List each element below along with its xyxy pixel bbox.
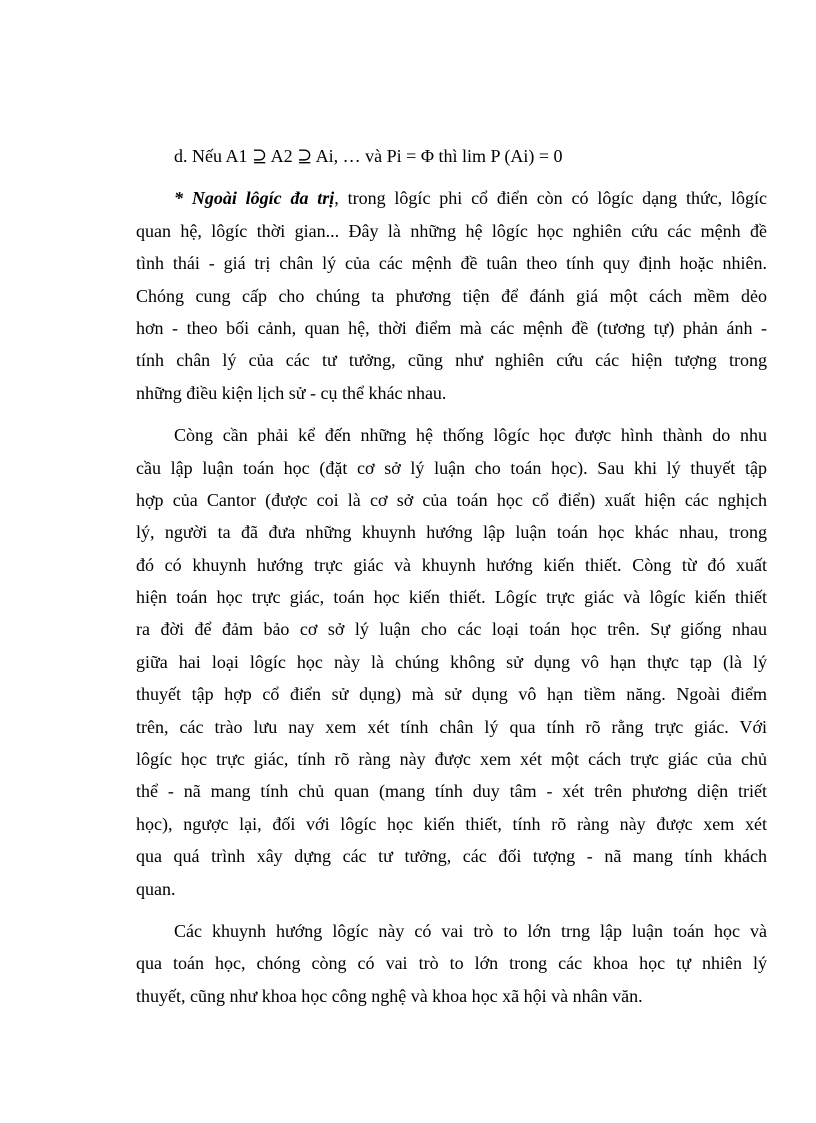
text-line: thể - nã mang tính chủ quan (mang tính duy tâm - xét trên phương diện triết xyxy=(136,781,767,802)
text-line: qua toán học, chóng còng có vai trò to lớn trong các khoa học tự nhiên lý xyxy=(136,953,767,974)
text-line: hợp của Cantor (được coi là cơ sở của toán học cổ điển) xuất hiện các nghịch xyxy=(136,489,767,510)
text-line: Các khuynh hướng lôgíc này có vai trò to lớn trng lập luận toán học và xyxy=(174,920,767,941)
text-line: lôgíc học trực giác, tính rõ ràng này được xem xét một cách trực giác của chủ xyxy=(136,749,767,770)
text-line: thuyết tập hợp cổ điển sử dụng) mà sử dụng vô hạn tiềm năng. Ngoài điểm xyxy=(136,684,767,705)
text-line: quan. xyxy=(136,878,176,899)
text-line: Còng cần phải kể đến những hệ thống lôgíc học được hình thành do nhu xyxy=(174,425,767,446)
text-line: cầu lập luận toán học (đặt cơ sở lý luận cho toán học). Sau khi lý thuyết tập xyxy=(136,457,767,478)
paragraph-nonclassical-logic xyxy=(136,182,767,409)
text-line: tính chân lý của các tư tưởng, cũng như nghiên cứu các hiện tượng trong xyxy=(136,350,767,371)
text-line: qua quá trình xây dựng các tư tưởng, các đối tượng - nã mang tính khách xyxy=(136,846,767,867)
text-line: tình thái - giá trị chân lý của các mệnh đề tuân theo tính quy định hoặc nhiên. xyxy=(136,253,767,274)
lead-phrase: * Ngoài lôgíc đa trị xyxy=(174,188,335,209)
text-line: hơn - theo bối cảnh, quan hệ, thời điểm mà các mệnh đề (tương tự) phản ánh - xyxy=(136,317,767,338)
paragraph-role-of-logic xyxy=(136,915,767,1012)
text-line: hiện toán học trực giác, toán học kiến thiết. Lôgíc trực giác và lôgíc kiến thiết xyxy=(136,587,767,608)
document-body xyxy=(136,140,767,1012)
text-line: lý, người ta đã đưa những khuynh hướng lập luận toán học khác nhau, trong xyxy=(136,522,767,543)
text-line: giữa hai loại lôgíc học này là chúng không sử dụng vô hạn thực tạp (là lý xyxy=(136,651,767,672)
text-line: trên, các trào lưu nay xem xét tính chân lý qua tính rõ rằng trực giác. Với xyxy=(136,716,767,737)
paragraph-mathematical-logic xyxy=(136,419,767,905)
text-line: ra đời để đảm bảo cơ sở lý luận cho các loại toán học trên. Sự giống nhau xyxy=(136,619,767,640)
paragraph-formula xyxy=(136,140,767,172)
text-line: đó có khuynh hướng trực giác và khuynh hướng kiến thiết. Còng từ đó xuất xyxy=(136,554,767,575)
text-line: Chóng cung cấp cho chúng ta phương tiện để đánh giá một cách mềm dẻo xyxy=(136,285,767,306)
text-line: những điều kiện lịch sử - cụ thể khác nhau. xyxy=(136,382,447,403)
text-line: thuyết, cũng như khoa học công nghệ và khoa học xã hội và nhân văn. xyxy=(136,985,643,1006)
text-line: học), ngược lại, đối với lôgíc học kiến thiết, tính rõ ràng này được xem xét xyxy=(136,813,767,834)
text-line: * Ngoài lôgíc đa trị, trong lôgíc phi cổ điển còn có lôgíc dạng thức, lôgíc xyxy=(174,188,768,209)
text-line: quan hệ, lôgíc thời gian... Đây là những hệ lôgíc học nghiên cứu các mệnh đề xyxy=(136,220,767,241)
text-line: d. Nếu A1 ⊇ A2 ⊇ Ai, … và Pi = Φ thì lim P (Ai) = 0 xyxy=(174,146,563,166)
